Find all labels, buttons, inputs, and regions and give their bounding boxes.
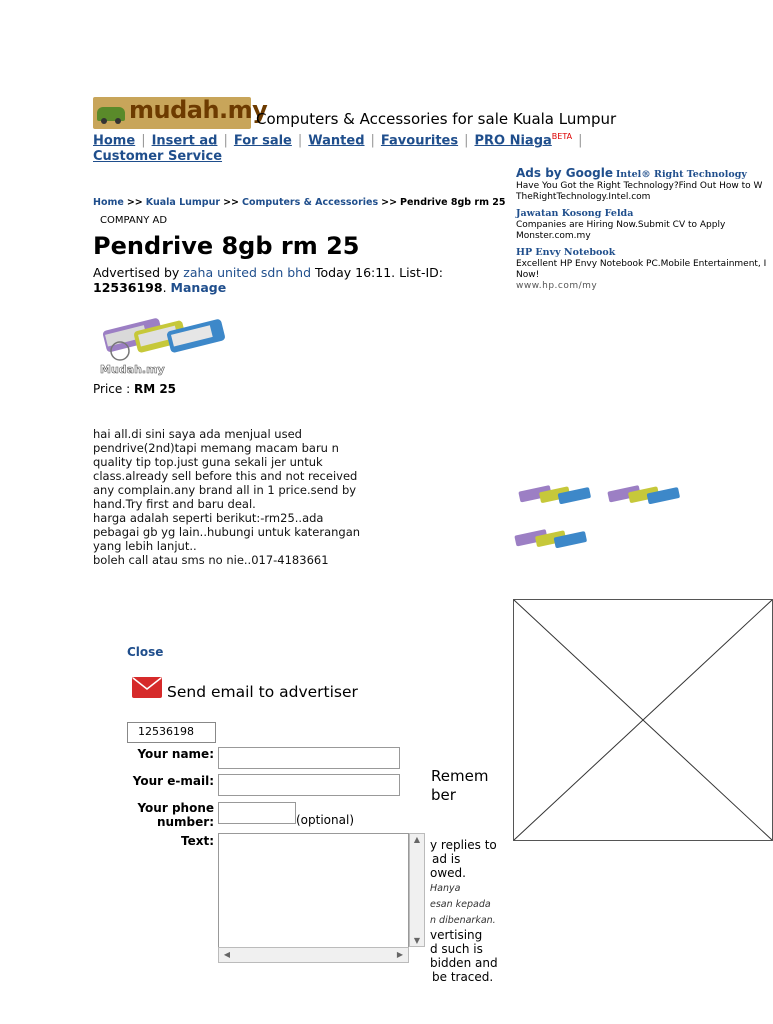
envelope-icon [132, 677, 162, 698]
ad-title-link[interactable]: Jawatan Kosong Felda [516, 208, 634, 219]
nav-home[interactable]: Home [93, 133, 136, 149]
breadcrumb-computers[interactable]: Computers & Accessories [241, 197, 379, 208]
name-label: Your name: [137, 747, 214, 761]
notice-line: bidden and [430, 956, 498, 970]
nav-pro-niaga[interactable]: PRO Niaga [474, 133, 552, 149]
scroll-left-icon[interactable]: ◀ [223, 950, 231, 959]
main-nav: Home | Insert ad | For sale | Wanted | Favourites | PRO Niaga$^{BETA}$ | Customer Service [93, 132, 583, 165]
product-image[interactable] [96, 301, 246, 377]
logo-text: mudah.my [129, 96, 268, 124]
thumbnail-image[interactable] [516, 474, 596, 518]
ad-url[interactable]: www.hp.com/my [516, 281, 598, 291]
description-line: class.already sell before this and not received [93, 469, 358, 483]
close-link[interactable]: Close [127, 645, 164, 659]
ad-desc: Companies are Hiring Now.Submit CV to Apply [516, 220, 726, 230]
ad-url[interactable]: TheRightTechnology.Intel.com [516, 192, 651, 202]
description-line: yang lebih lanjut.. [93, 539, 197, 553]
thumbnail-image[interactable] [605, 474, 685, 518]
notice-line: owed. Hanya [430, 866, 466, 894]
description-line: boleh call atau sms no nie..017-4183661 [93, 553, 329, 567]
manage-link[interactable]: Manage [170, 280, 227, 295]
list-id: 12536198 [93, 280, 163, 295]
textarea-vertical-scrollbar[interactable] [409, 833, 425, 947]
remember-notice [430, 838, 500, 984]
advertiser-link[interactable]: zaha united sdn bhd [183, 265, 312, 280]
optional-note: (optional) [296, 813, 354, 827]
ads-by-google[interactable]: Ads by Google [516, 166, 613, 180]
nav-wanted[interactable]: Wanted [308, 133, 365, 149]
nav-favourites[interactable]: Favourites [380, 133, 459, 149]
car-logo-icon [97, 107, 125, 121]
breadcrumb-kuala-lumpur[interactable]: Kuala Lumpur [145, 197, 221, 208]
scroll-up-icon[interactable]: ▲ [413, 835, 421, 844]
breadcrumb-home[interactable]: Home [93, 197, 124, 208]
notice-line: be traced. [432, 970, 494, 984]
description-line: pendrive(2nd)tapi memang macam baru n [93, 441, 339, 455]
ad-desc: Have You Got the Right Technology?Find Out How to W [516, 181, 763, 191]
price-label: Price : [93, 382, 131, 396]
ad-title-link[interactable]: HP Envy Notebook [516, 247, 616, 258]
scroll-right-icon[interactable]: ▶ [396, 950, 404, 959]
description-line: pebagai gb yg lain..hubungi untuk katerangan [93, 525, 361, 539]
ad-description [93, 427, 383, 567]
thumbnail-image[interactable] [512, 518, 592, 562]
email-input[interactable] [218, 774, 400, 796]
breadcrumb-current: Pendrive 8gb rm 25 [400, 197, 506, 208]
remember-heading: Remem ber [431, 767, 489, 804]
description-line: hai all.di sini saya ada menjual used [93, 427, 302, 441]
description-line: any complain.any brand all in 1 price.send by [93, 483, 357, 497]
image-watermark: Mudah.my [100, 363, 165, 376]
notice-line: ad is [432, 852, 461, 866]
advertiser-info: Advertised by zaha united sdn bhd Today 16:11. List-ID: 12536198. Manage [93, 265, 443, 295]
advertised-by-label: Advertised by [93, 265, 180, 280]
nav-for-sale[interactable]: For sale [233, 133, 292, 149]
mudah-logo[interactable] [93, 96, 268, 129]
message-textarea[interactable] [218, 833, 409, 963]
description-line: quality tip top.just guna sekali jer untuk [93, 455, 323, 469]
broken-image-placeholder [513, 599, 773, 841]
ad-title-link[interactable]: Intel® Right Technology [615, 169, 747, 180]
phone-label: Your phone number: [137, 801, 214, 829]
phone-input[interactable] [218, 802, 296, 824]
textarea-horizontal-scrollbar[interactable] [218, 947, 409, 963]
notice-line: esan kepada [430, 899, 491, 910]
company-ad-label: COMPANY AD [100, 215, 168, 226]
notice-line: y replies to [430, 838, 497, 852]
ad-desc: Excellent HP Envy Notebook PC.Mobile Entertainment, I Now! [516, 259, 767, 280]
text-label: Text: [180, 834, 214, 848]
description-line: hand.Try first and baru deal. [93, 497, 256, 511]
nav-insert-ad[interactable]: Insert ad [151, 133, 218, 149]
list-id-field: 12536198 [127, 722, 216, 743]
notice-line: n dibenarkan. [430, 915, 496, 926]
name-input[interactable] [218, 747, 400, 769]
site-title: Computers & Accessories for sale Kuala Lumpur [256, 110, 617, 128]
google-ads [516, 168, 768, 292]
email-label: Your e-mail: [132, 774, 214, 788]
price-value: RM 25 [133, 382, 177, 396]
send-email-title: Send email to advertiser [167, 683, 358, 701]
description-line: harga adalah seperti berikut:-rm25..ada [93, 511, 324, 525]
breadcrumb: Home >> Kuala Lumpur >> Computers & Accessories >> Pendrive 8gb rm 25 [93, 197, 506, 208]
nav-customer-service[interactable]: Customer Service [93, 149, 223, 165]
notice-line: vertising [430, 928, 483, 942]
ad-title: Pendrive 8gb rm 25 [93, 232, 360, 260]
notice-line: d such is [430, 942, 483, 956]
posted-time: Today 16:11. List-ID: [315, 265, 443, 280]
ad-url[interactable]: Monster.com.my [516, 231, 591, 241]
beta-badge: BETA [551, 132, 573, 141]
scroll-down-icon[interactable]: ▼ [413, 936, 421, 945]
price [93, 382, 176, 396]
